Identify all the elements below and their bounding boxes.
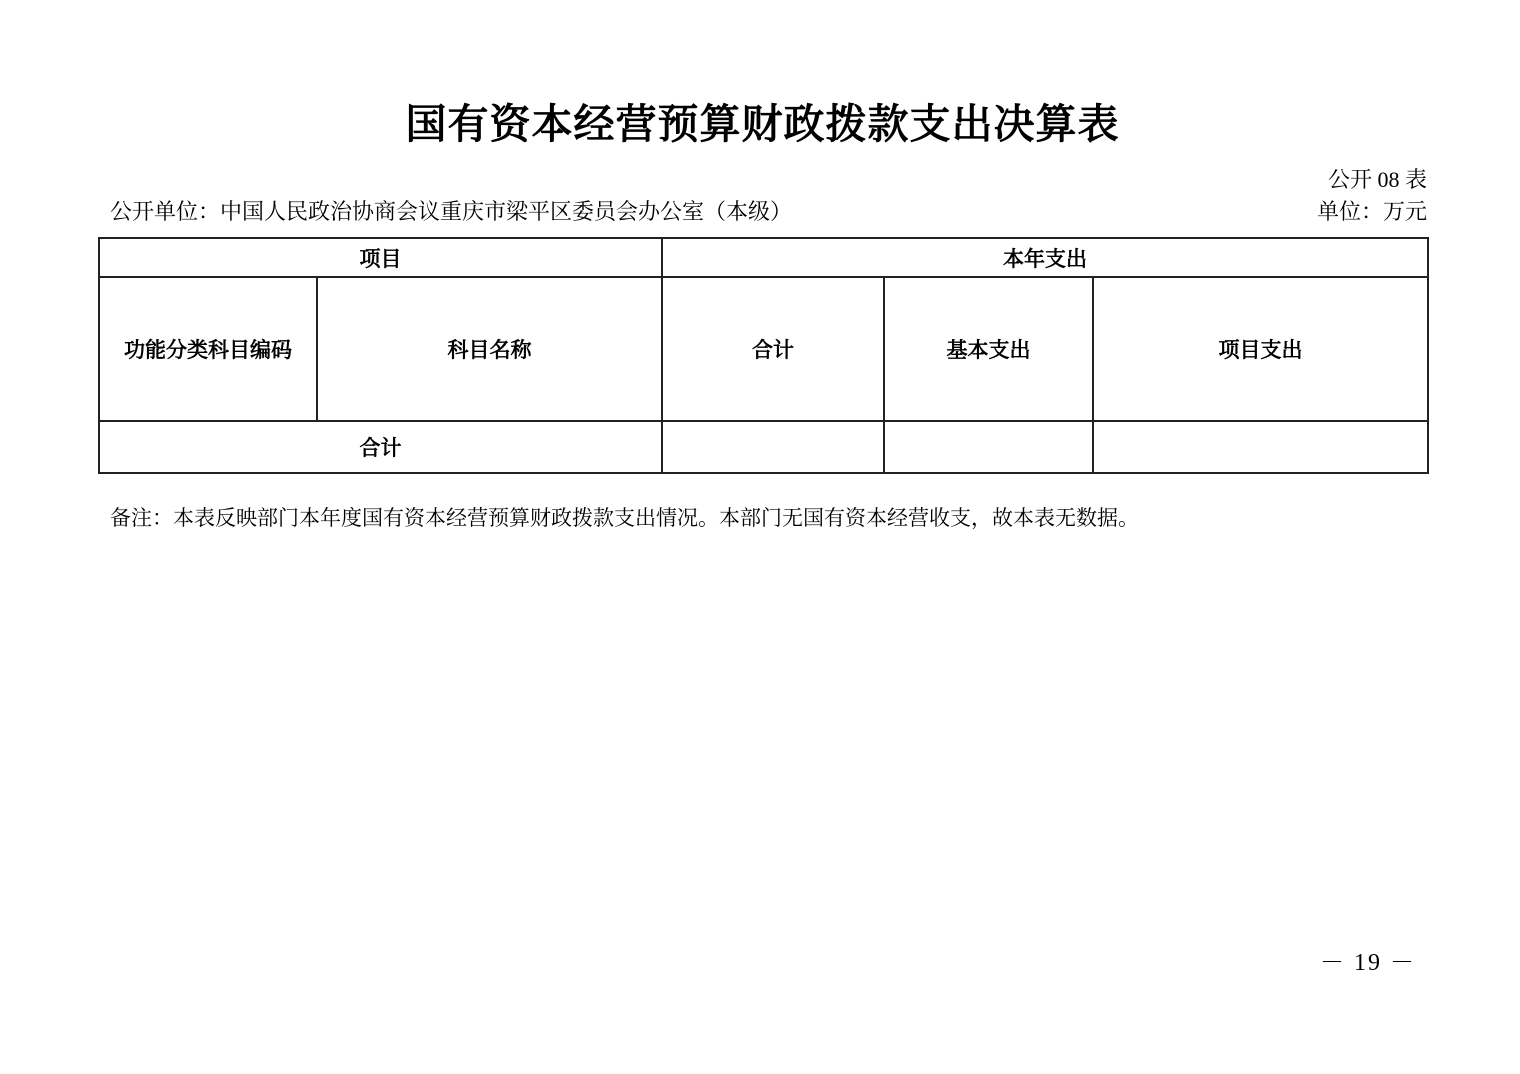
table-row	[99, 421, 1428, 473]
footnote: 备注：本表反映部门本年度国有资本经营预算财政拨款支出情况。本部门无国有资本经营收支，故本表无数据。	[110, 506, 1139, 530]
column-header-basic-expenditure: 基本支出	[884, 277, 1093, 421]
row-label-total: 合计	[99, 421, 662, 473]
page-title: 国有资本经营预算财政拨款支出决算表	[405, 101, 1120, 147]
page-number: － 19 －	[1320, 950, 1416, 976]
table-group-header-row	[99, 238, 1428, 277]
table-column-header-row	[99, 277, 1428, 421]
group-header-current-year-expenditure: 本年支出	[662, 238, 1428, 277]
meta-row	[98, 198, 1427, 226]
cell-total	[662, 421, 884, 473]
cell-project-expenditure	[1093, 421, 1428, 473]
unit-label: 单位：万元	[1316, 199, 1427, 224]
budget-table	[98, 237, 1429, 474]
publisher-label: 公开单位：中国人民政治协商会议重庆市梁平区委员会办公室（本级）	[110, 199, 793, 224]
column-header-function-code: 功能分类科目编码	[99, 277, 317, 421]
cell-basic-expenditure	[884, 421, 1093, 473]
group-header-project: 项目	[99, 238, 662, 277]
column-header-subject-name: 科目名称	[317, 277, 662, 421]
table-number-label: 公开 08 表	[1327, 167, 1427, 192]
column-header-total: 合计	[662, 277, 884, 421]
column-header-project-expenditure: 项目支出	[1093, 277, 1428, 421]
page-content	[98, 0, 1427, 532]
